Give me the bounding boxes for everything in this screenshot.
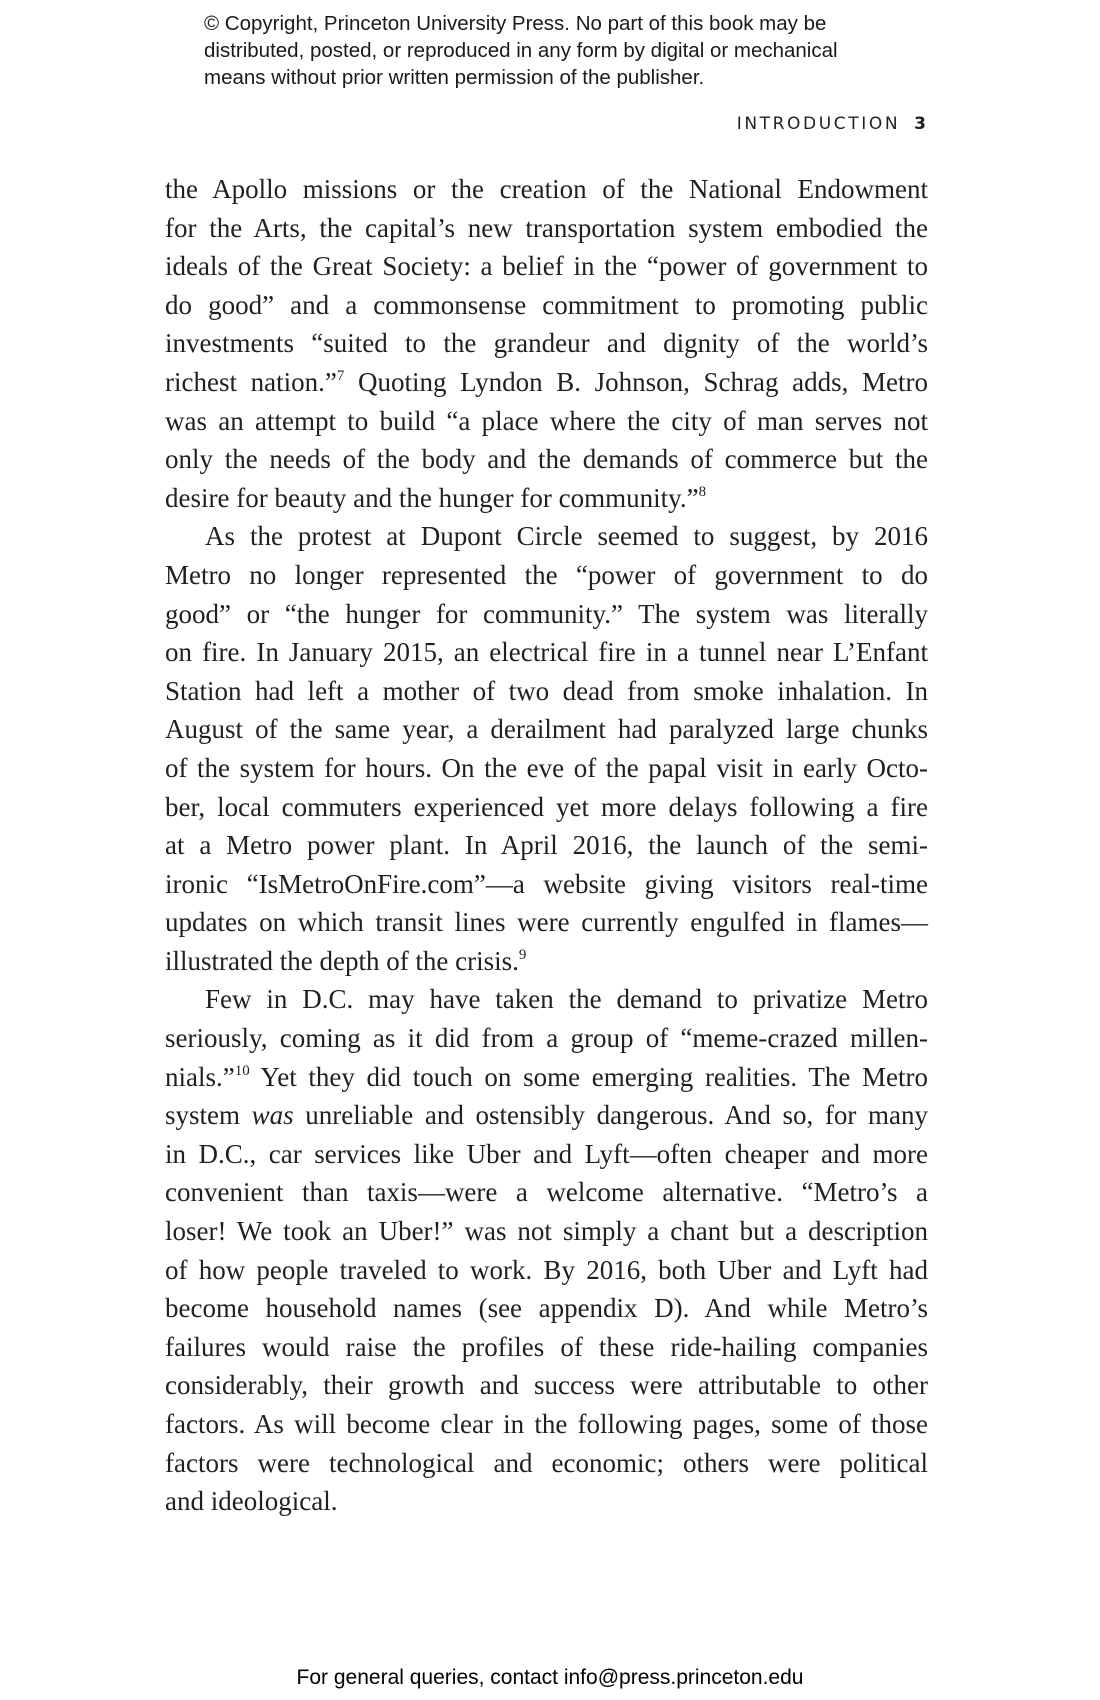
line-text: become household names (see appendix D). And while Metro’s <box>165 1293 928 1324</box>
text-line <box>165 942 928 981</box>
copyright-line: © Copyright, Princeton University Press. No part of this book may be <box>204 12 827 35</box>
footnote-marker: 9 <box>518 946 527 963</box>
footnote-marker: 8 <box>698 483 707 500</box>
text-line <box>165 1019 928 1058</box>
line-text: factors were technological and economic; others were political <box>165 1447 928 1478</box>
body-text <box>165 170 928 1521</box>
line-text: the Apollo missions or the creation of the National Endowment <box>165 174 928 204</box>
footer-contact: For general queries, contact info@press.princeton.edu <box>296 1666 804 1689</box>
footnote-marker: 10 <box>234 1062 250 1079</box>
text-line <box>165 826 928 865</box>
line-text: convenient than taxis—were a welcome alternative. “Metro’s a <box>165 1177 928 1208</box>
line-text: for the Arts, the capital’s new transportation system embodied the <box>165 212 928 243</box>
line-text: considerably, their growth and success were attributable to other <box>165 1370 928 1401</box>
line-text: at a Metro power plant. In April 2016, the launch of the semi- <box>165 830 928 861</box>
line-text: Yet they did touch on some emerging realities. The Metro <box>249 1061 928 1092</box>
line-text: good” or “the hunger for community.” The system was literally <box>165 598 928 629</box>
line-text: Metro no longer represented the “power of government to do <box>165 559 928 590</box>
text-line <box>165 402 928 441</box>
line-text: failures would raise the profiles of these ride-hailing companies <box>165 1331 928 1362</box>
line-text: richest nation.” <box>165 366 337 397</box>
text-line <box>165 1444 928 1483</box>
text-line <box>165 517 928 556</box>
line-text: ideals of the Great Society: a belief in the “power of government to <box>165 251 928 282</box>
copyright-notice <box>204 10 924 91</box>
text-line <box>165 1173 928 1212</box>
line-text: ironic “IsMetroOnFire.com”—a website giving visitors real-time <box>165 868 928 899</box>
line-text: of the system for hours. On the eve of the papal visit in early Octo- <box>165 752 928 783</box>
line-text: Few in D.C. may have taken the demand to privatize Metro <box>205 984 928 1015</box>
text-line <box>165 1405 928 1444</box>
text-line <box>165 209 928 248</box>
line-text: August of the same year, a derailment had paralyzed large chunks <box>165 714 928 745</box>
text-line <box>165 1058 928 1097</box>
line-text: updates on which transit lines were currently engulfed in flames— <box>165 907 928 938</box>
text-line <box>165 903 928 942</box>
text-line <box>165 595 928 634</box>
italic-text: was <box>251 1100 294 1131</box>
text-line <box>165 1482 928 1521</box>
text-line <box>165 1212 928 1251</box>
line-text: only the needs of the body and the demands of commerce but the <box>165 444 928 475</box>
copyright-line: means without prior written permission of the publisher. <box>204 66 705 89</box>
text-line <box>165 1096 928 1135</box>
line-text: and ideological. <box>165 1486 338 1517</box>
line-text: system <box>165 1100 252 1131</box>
line-text: on fire. In January 2015, an electrical fire in a tunnel near L’Enfant <box>165 637 928 668</box>
line-text: do good” and a commonsense commitment to promoting public <box>165 289 928 320</box>
text-line <box>165 363 928 402</box>
paragraph <box>165 517 928 980</box>
text-line <box>165 865 928 904</box>
text-line <box>165 788 928 827</box>
line-text: in D.C., car services like Uber and Lyft—often cheaper and more <box>165 1138 928 1169</box>
text-line <box>165 1366 928 1405</box>
footnote-marker: 7 <box>336 367 345 384</box>
text-line <box>165 324 928 363</box>
text-line <box>165 440 928 479</box>
line-text: desire for beauty and the hunger for community.” <box>165 482 699 513</box>
text-line <box>165 556 928 595</box>
text-line <box>165 286 928 325</box>
line-text: of how people traveled to work. By 2016, both Uber and Lyft had <box>165 1254 928 1285</box>
text-line <box>165 672 928 711</box>
line-text: As the protest at Dupont Circle seemed to suggest, by 2016 <box>205 521 928 552</box>
line-text: Quoting Lyndon B. Johnson, Schrag adds, Metro <box>344 366 928 397</box>
text-line <box>165 170 928 209</box>
text-line <box>165 1135 928 1174</box>
text-line <box>165 479 928 518</box>
text-line <box>165 247 928 286</box>
text-line <box>165 710 928 749</box>
paragraph <box>165 980 928 1520</box>
page-number: 3 <box>914 114 926 134</box>
text-line <box>165 1328 928 1367</box>
text-line <box>165 1251 928 1290</box>
line-text: unreliable and ostensibly dangerous. And so, for many <box>293 1100 928 1131</box>
line-text: ber, local commuters experienced yet more delays following a fire <box>165 791 928 822</box>
text-line <box>165 633 928 672</box>
line-text: loser! We took an Uber!” was not simply a chant but a description <box>165 1216 928 1247</box>
line-text: Station had left a mother of two dead from smoke inhalation. In <box>165 675 928 706</box>
line-text: illustrated the depth of the crisis. <box>165 945 519 976</box>
running-head <box>737 114 926 134</box>
text-line <box>165 1289 928 1328</box>
text-line <box>165 980 928 1019</box>
line-text: seriously, coming as it did from a group of “meme-crazed millen- <box>165 1023 928 1054</box>
line-text: was an attempt to build “a place where the city of man serves not <box>165 405 928 436</box>
text-line <box>165 749 928 788</box>
line-text: nials.” <box>165 1061 235 1092</box>
paragraph <box>165 170 928 517</box>
line-text: investments “suited to the grandeur and dignity of the world’s <box>165 328 928 359</box>
line-text: factors. As will become clear in the following pages, some of those <box>165 1409 928 1439</box>
chapter-title: INTRODUCTION <box>736 114 901 134</box>
copyright-line: distributed, posted, or reproduced in any form by digital or mechanical <box>204 39 838 62</box>
